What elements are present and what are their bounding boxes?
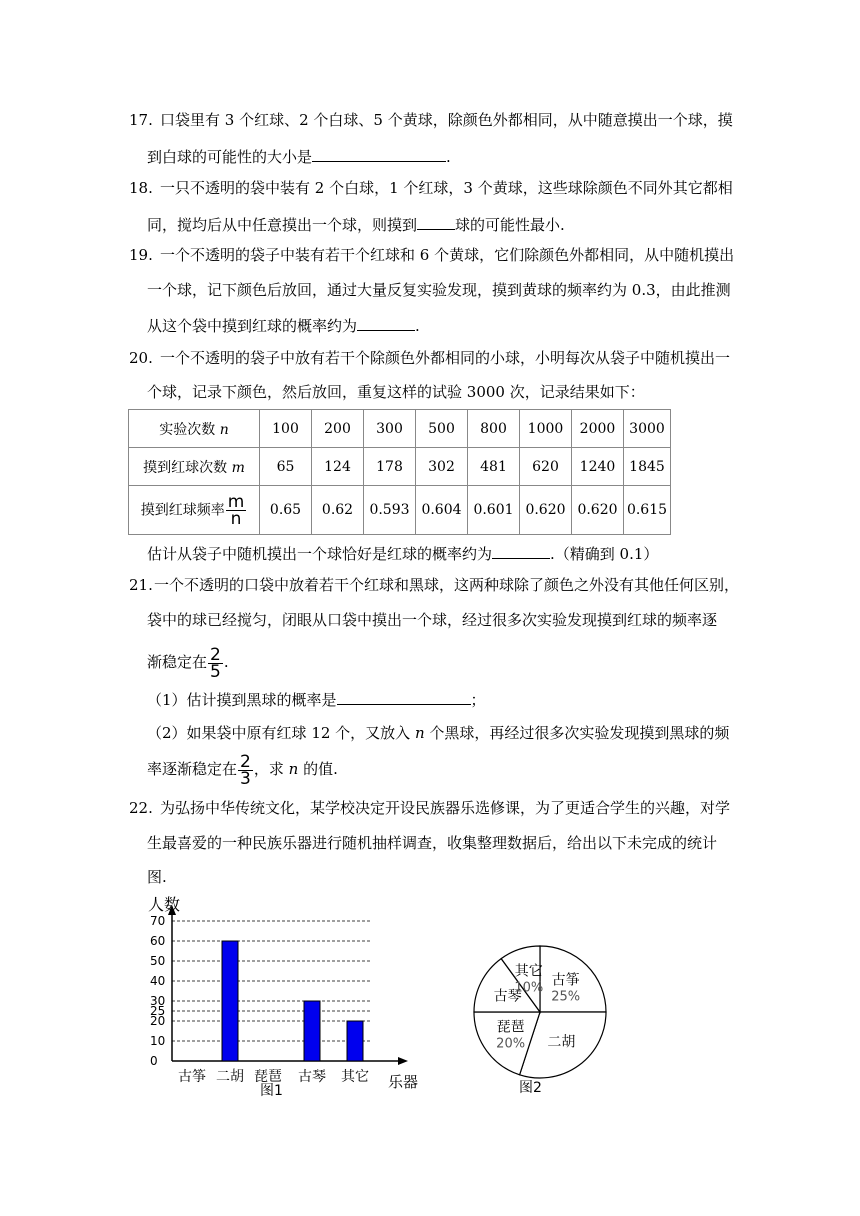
y-tick-label: 20	[150, 1014, 166, 1028]
fraction-denominator: 5	[210, 661, 221, 682]
q21-line1: 一个不透明的口袋中放着若干个红球和黑球，这两种球除了颜色之外没有其他任何区别，	[154, 576, 740, 594]
q21-part2-line2-end: 的值.	[298, 760, 338, 778]
q21-part2-var-2: n	[288, 760, 299, 778]
q21-part2-line2-mid: ，求	[253, 760, 289, 778]
q19-number: 19.	[129, 246, 153, 264]
pie-label: 古筝	[551, 972, 580, 989]
y-tick-label: 40	[150, 974, 166, 988]
x-axis-label: 乐器	[388, 1073, 419, 1091]
table-cell: 620	[520, 448, 572, 486]
row-header-red-count	[129, 448, 260, 486]
q21-line3-end: .	[223, 653, 229, 671]
table-cell: 0.615	[624, 486, 671, 535]
table-cell: 481	[468, 448, 520, 486]
table-cell: 178	[364, 448, 416, 486]
x-tick-label: 古筝	[178, 1069, 206, 1085]
table-cell: 0.65	[260, 486, 312, 535]
q18-line2-text: 同，搅均后从中任意摸出一个球，则摸到	[147, 216, 418, 234]
y-tick-labels	[150, 914, 165, 1068]
table-cell: 0.620	[520, 486, 572, 535]
bar-chart-figure1	[140, 893, 440, 1103]
bar-1	[222, 941, 238, 1061]
q19-answer-blank[interactable]	[357, 314, 415, 331]
y-tick-label: 25	[150, 1004, 166, 1018]
fraction-denominator: n	[230, 508, 242, 529]
table-cell: 302	[416, 448, 468, 486]
fraction-m-over-n	[226, 491, 247, 529]
q19-line1: 一个不透明的袋子中装有若干个红球和 6 个黄球，它们除颜色外都相同，从中随机摸出	[160, 246, 735, 264]
fraction-numerator: 2	[240, 751, 251, 772]
table-cell: 500	[416, 410, 468, 448]
table-cell: 100	[260, 410, 312, 448]
x-tick-label: 琵琶	[254, 1069, 282, 1085]
pie-label: 其它	[514, 963, 543, 980]
q21-part2-text-end: 个黑球，再经过很多次实验发现摸到黑球的频	[424, 724, 730, 742]
table-cell: 0.620	[572, 486, 624, 535]
q21-part2-var: n	[414, 724, 425, 742]
q21-part1-answer-blank[interactable]	[337, 688, 471, 705]
q17-line1: 口袋里有 3 个红球、2 个白球、5 个黄球，除颜色外都相同，从中随意摸出一个球，摸	[160, 111, 733, 129]
table-row-red-count	[129, 448, 671, 486]
q21-part2-line2	[147, 751, 338, 787]
row-header-var: n	[219, 421, 229, 438]
fraction-two-fifths	[208, 644, 223, 682]
pie-label: 古琴	[493, 988, 522, 1005]
fraction-numerator: m	[227, 491, 245, 512]
q21-part2-text: （2）如果袋中原有红球 12 个，又放入	[147, 724, 415, 742]
q18-number: 18.	[129, 179, 153, 197]
y-tick-label: 50	[150, 954, 166, 968]
q21-part1-end: ；	[470, 691, 486, 709]
table-cell: 124	[312, 448, 364, 486]
pie-percent-label: 10%	[514, 980, 544, 996]
q22-line1: 为弘扬中华传统文化，某学校决定开设民族器乐选修课，为了更适合学生的兴趣，对学	[160, 799, 731, 817]
q19-line3	[147, 314, 420, 336]
fraction-two-thirds	[238, 751, 253, 789]
x-axis-arrow-icon	[398, 1057, 408, 1065]
q21-line3-text: 渐稳定在	[147, 653, 208, 671]
q20-line2: 个球，记录下颜色，然后放回，重复这样的试验 3000 次，记录结果如下：	[147, 383, 645, 401]
table-cell: 65	[260, 448, 312, 486]
q22-line2: 生最喜爱的一种民族乐器进行随机抽样调查，收集整理数据后，给出以下未完成的统计	[147, 834, 718, 852]
x-tick-label: 其它	[341, 1069, 369, 1085]
q21-part2-line2-text: 率逐渐稳定在	[147, 760, 238, 778]
row-header-trials	[129, 410, 260, 448]
q20-after-end: .（精确到 0.1）	[550, 545, 659, 563]
table-row-red-frequency	[129, 486, 671, 535]
q20-line1: 一个不透明的袋子中放有若干个除颜色外都相同的小球，小明每次从袋子中随机摸出一	[160, 349, 731, 367]
q20-number: 20.	[129, 349, 153, 367]
q20-results-table	[128, 409, 671, 535]
table-cell: 1845	[624, 448, 671, 486]
table-cell: 200	[312, 410, 364, 448]
y-tick-label: 10	[150, 1034, 166, 1048]
q17-line2	[147, 145, 451, 167]
table-cell: 3000	[624, 410, 671, 448]
pie-label: 二胡	[547, 1034, 576, 1051]
x-tick-label: 二胡	[216, 1069, 244, 1085]
q17-answer-blank[interactable]	[312, 145, 446, 162]
pie-percent-label: 20%	[496, 1036, 526, 1052]
q17-number: 17.	[129, 111, 153, 129]
y-tick-label: 0	[150, 1054, 158, 1068]
bar-4	[347, 1021, 363, 1061]
q20-after-text: 估计从袋子中随机摸出一个球恰好是红球的概率约为	[147, 545, 493, 563]
row-header-text: 摸到红球次数	[143, 459, 228, 476]
row-header-text: 实验次数	[159, 421, 216, 438]
table-cell: 0.604	[416, 486, 468, 535]
q22-line3: 图.	[147, 868, 167, 886]
row-header-red-frequency	[129, 486, 260, 535]
q18-line2	[147, 213, 565, 235]
row-header-text: 摸到红球频率	[140, 502, 225, 518]
q21-line2: 袋中的球已经搅匀，闭眼从口袋中摸出一个球，经过很多次实验发现摸到红球的频率逐	[147, 611, 718, 629]
table-row-trials	[129, 410, 671, 448]
table-cell: 0.593	[364, 486, 416, 535]
q21-line3	[147, 644, 229, 680]
pie-label: 琵琶	[496, 1019, 525, 1036]
q17-line2-text: 到白球的可能性的大小是	[147, 148, 313, 166]
q21-number: 21.	[129, 576, 153, 594]
figure2-caption: 图2	[519, 1080, 542, 1096]
table-cell: 1000	[520, 410, 572, 448]
q20-after-table	[147, 542, 658, 564]
q21-part2-line1	[147, 723, 729, 743]
y-tick-label: 60	[150, 934, 166, 948]
y-tick-label: 70	[150, 914, 166, 928]
pie-percent-label: 25%	[551, 989, 581, 1005]
q19-line3-text: 从这个袋中摸到红球的概率约为	[147, 317, 358, 335]
fraction-denominator: 3	[240, 768, 251, 789]
table-cell: 1240	[572, 448, 624, 486]
y-axis-label: 人数	[148, 895, 181, 914]
q19-line3-end: .	[415, 317, 420, 335]
bar-3	[304, 1001, 320, 1061]
q20-answer-blank[interactable]	[492, 542, 550, 559]
q21-part1-text: （1）估计摸到黑球的概率是	[147, 691, 337, 709]
table-cell: 2000	[572, 410, 624, 448]
q18-line2-end: 球的可能性最小.	[455, 216, 565, 234]
table-cell: 800	[468, 410, 520, 448]
q22-number: 22.	[129, 799, 153, 817]
y-tick-label: 30	[150, 994, 166, 1008]
pie-chart-figure2	[465, 940, 615, 1090]
table-cell: 300	[364, 410, 416, 448]
table-cell: 0.601	[468, 486, 520, 535]
table-cell: 0.62	[312, 486, 364, 535]
q17-line2-end: .	[446, 148, 451, 166]
figure1-caption: 图1	[260, 1083, 283, 1099]
row-header-var: m	[231, 459, 245, 476]
q19-line2: 一个球，记下颜色后放回，通过大量反复实验发现，摸到黄球的频率约为 0.3，由此推测	[147, 281, 731, 299]
bar-chart-grid	[172, 921, 372, 1041]
q18-answer-blank[interactable]	[417, 213, 455, 230]
fraction-numerator: 2	[210, 644, 221, 665]
q18-line1: 一只不透明的袋中装有 2 个白球，1 个红球，3 个黄球，这些球除颜色不同外其它都相	[160, 179, 733, 197]
q21-part1	[147, 688, 486, 710]
x-tick-label: 古琴	[298, 1069, 326, 1085]
